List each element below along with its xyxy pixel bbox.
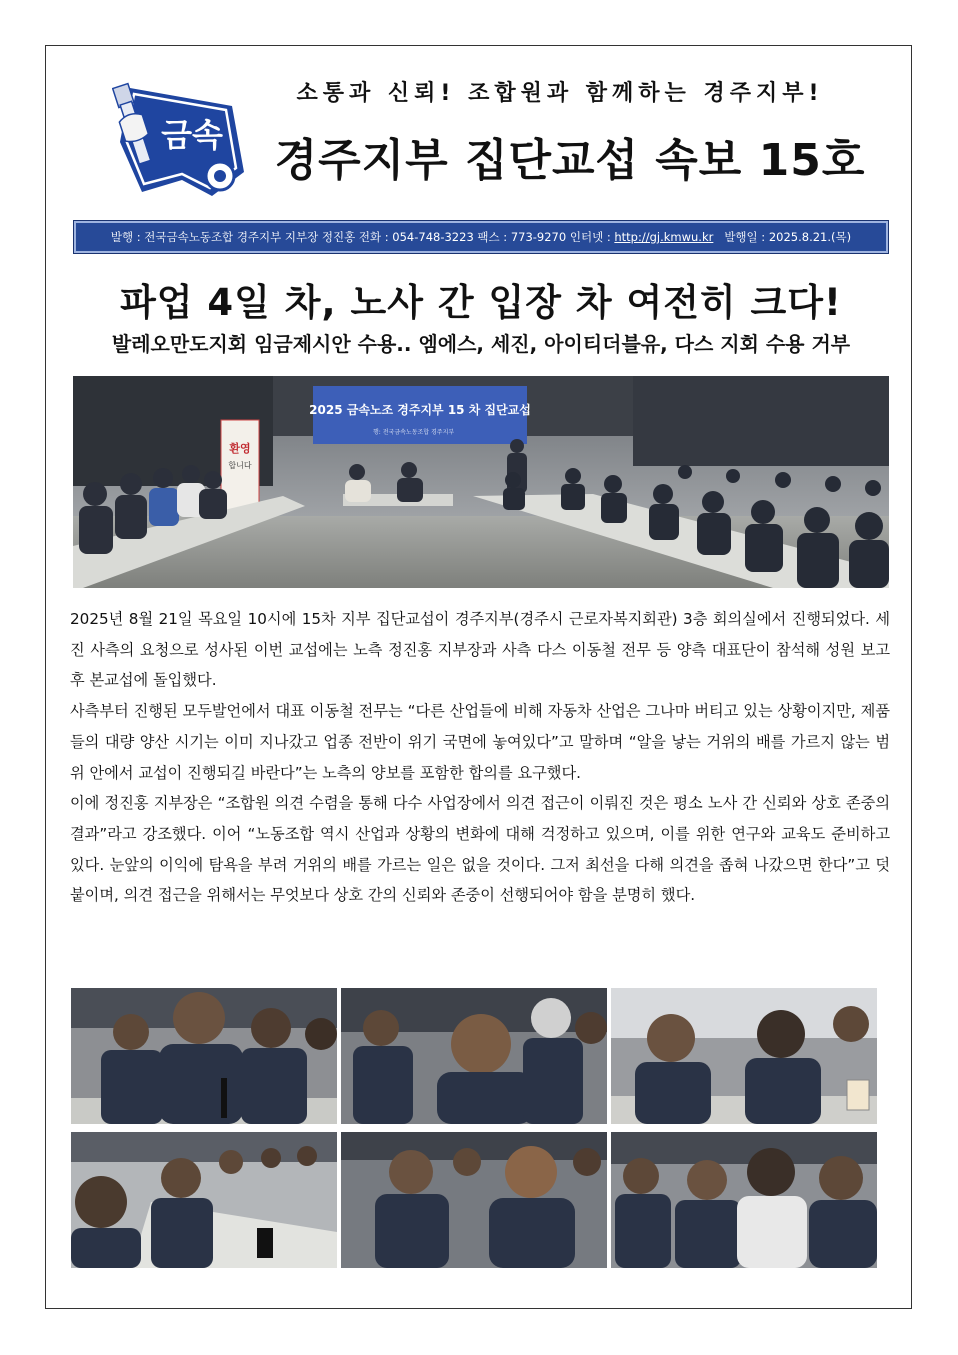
- banner-subtext: 행: 전국금속노동조합 경주지부: [373, 429, 455, 436]
- photo-thumbnail: [341, 1132, 607, 1268]
- banner-text: 2025 금속노조 경주지부 15 차 집단교섭: [309, 403, 531, 417]
- fax-text: 팩스 : 773-9270: [477, 230, 567, 244]
- slogan: 소통과 신뢰! 조합원과 함께하는 경주지부!: [296, 81, 824, 106]
- article-paragraph: 사측부터 진행된 모두발언에서 대표 이동철 전무는 “다른 산업들에 비해 자동차 산업은 그나마 버티고 있는 상황이지만, 제품들의 대량 양산 시기는 이미 지나갔고 업종 전반이 위기 국면에 놓여있다”고 말하며 “알을 낳는 거위의 배를 가르지 않는 범위 안에서 교섭이 진행되길 바란다”는 노측의 양보를 포함한 합의를 요구했다.: [70, 702, 890, 782]
- logo-text: 금속: [161, 116, 223, 154]
- article-body: [70, 604, 890, 911]
- photo-thumbnail: [611, 1132, 877, 1268]
- welcome-sign-text: 환영: [229, 442, 251, 455]
- article-subheadline: 발레오만도지회 임금제시안 수용.. 엠에스, 세진, 아이티더블유, 다스 지회 수용 거부: [111, 332, 851, 356]
- newsletter-title: 경주지부 집단교섭 속보 15호: [274, 135, 866, 186]
- publisher-text: 발행 : 전국금속노동조합 경주지부 지부장 정진홍: [110, 230, 356, 244]
- web-link[interactable]: http://gj.kmwu.kr: [614, 230, 714, 244]
- issue-date: 발행일 : 2025.8.21.(목): [724, 230, 852, 244]
- photo-thumbnail: [71, 1132, 337, 1268]
- article-paragraph: 이에 정진홍 지부장은 “조합원 의견 수렴을 통해 다수 사업장에서 의견 접근이 이뤄진 것은 평소 노사 간 신뢰와 상호 존중의 결과”라고 강조했다. 이어 “노동조합 역시 산업과 상황의 변화에 대해 걱정하고 있으며, 이를 위한 연구와 교육도 준비하고 있다. 눈앞의 이익에 탐욕을 부려 거위의 배를 가르는 일은 없을 것이다. 그저 최선을 다해 의견을 좁혀 나갔으면 한다”고 덧붙이며, 의견 접근을 위해서는 무엇보다 상호 간의 신뢰와 존중이 선행되어야 함을 분명히 했다.: [70, 794, 890, 905]
- photo-thumbnail: [71, 988, 337, 1124]
- phone-text: 전화 : 054-748-3223: [358, 230, 474, 244]
- article-headline: 파업 4일 차, 노사 간 입장 차 여전히 크다!: [120, 281, 842, 324]
- article-paragraph: 2025년 8월 21일 목요일 10시에 15차 지부 집단교섭이 경주지부(경주시 근로자복지회관) 3층 회의실에서 진행되었다. 세진 사측의 요청으로 성사된 이번 교섭에는 노측 정진홍 지부장과 사측 다스 이동철 전무 등 양측 대표단이 참석해 성원 보고 후 본교섭에 돌입했다.: [70, 610, 890, 690]
- kmwu-logo: [112, 80, 252, 200]
- main-meeting-photo: [73, 376, 889, 588]
- publisher-info-bar: [73, 220, 889, 254]
- photo-grid: [71, 988, 877, 1268]
- photo-thumbnail: [611, 988, 877, 1124]
- web-label: 인터넷 :: [569, 230, 611, 244]
- photo-thumbnail: [341, 988, 607, 1124]
- welcome-sign-subtext: 합니다: [228, 461, 252, 470]
